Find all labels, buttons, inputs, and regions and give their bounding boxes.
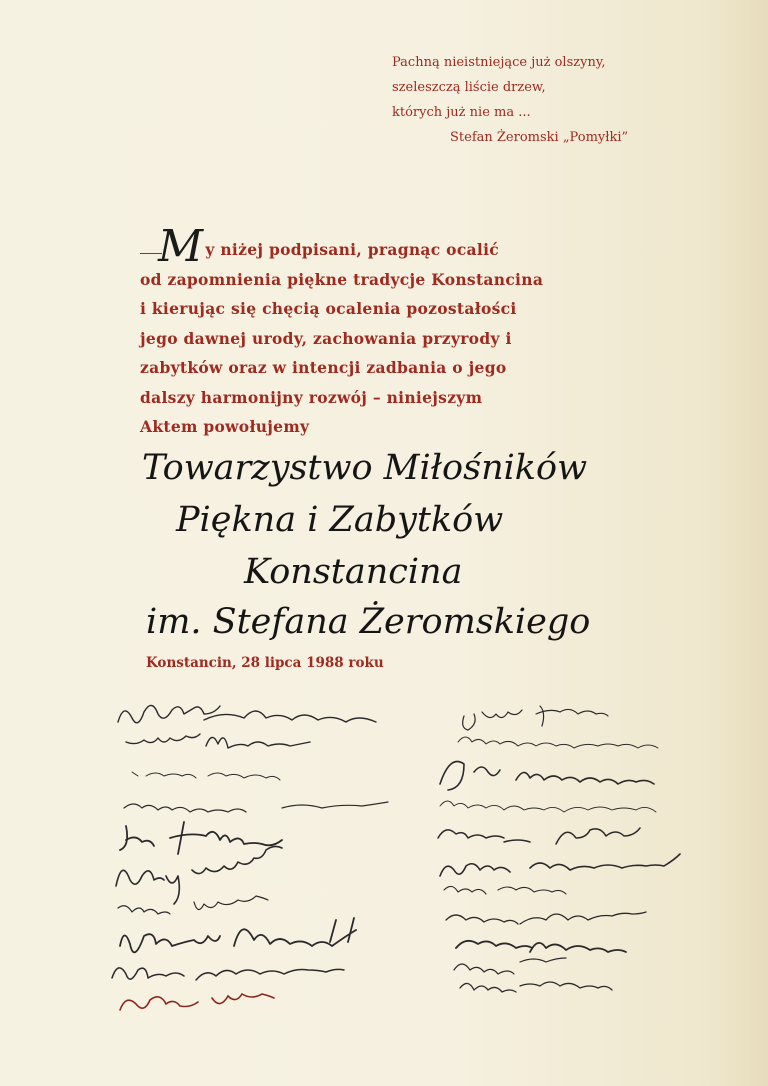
declaration-line-text: y niżej podpisani, pragnąc ocalić (205, 240, 500, 259)
declaration-line (140, 221, 630, 272)
signature (438, 828, 640, 844)
signature (118, 705, 376, 722)
signature (126, 734, 310, 748)
declaration-line: zabytków oraz w intencji zadbania o jego (140, 358, 507, 377)
signature (112, 968, 344, 980)
signature (460, 982, 612, 992)
signature-red (120, 994, 274, 1010)
signature (124, 802, 388, 812)
society-name-line: Towarzystwo Miłośników (142, 448, 588, 488)
signature (463, 706, 608, 730)
signature (454, 958, 566, 974)
signature (440, 854, 680, 876)
declaration-line: jego dawnej urody, zachowania przyrody i (140, 328, 512, 348)
signature (120, 822, 282, 854)
signature (118, 896, 268, 914)
declaration-line: Aktem powołujemy (140, 417, 310, 436)
dropcap-letter: M (158, 221, 204, 272)
epigraph-line: których już nie ma ... (392, 105, 531, 120)
signature (120, 918, 356, 952)
declaration-line: dalszy harmonijny rozwój – niniejszym (140, 387, 483, 407)
signature (132, 772, 280, 780)
society-name-line: Piękna i Zabytków (176, 500, 504, 540)
signature (444, 886, 566, 894)
epigraph-attribution: Stefan Żeromski „Pomyłki” (450, 130, 629, 145)
society-name-line: Konstancina (244, 552, 463, 592)
signature (456, 941, 626, 952)
epigraph (392, 50, 722, 150)
signature (458, 737, 658, 748)
declaration-line: i kierując się chęcią ocalenia pozostałości (140, 299, 517, 318)
signature (440, 801, 656, 812)
signatures-block (0, 680, 768, 1020)
declaration-line: od zapomnienia piękne tradycje Konstancina (140, 269, 544, 289)
epigraph-line: szeleszczą liście drzew, (392, 80, 546, 95)
epigraph-line: Pachną nieistniejące już olszyny, (392, 55, 606, 70)
signature (440, 762, 654, 791)
society-name-line: im. Stefana Żeromskiego (146, 602, 591, 642)
signature (116, 846, 282, 904)
declaration-paragraph (140, 221, 630, 442)
place-and-date: Konstancin, 28 lipca 1988 roku (146, 655, 384, 671)
signature (446, 912, 646, 924)
